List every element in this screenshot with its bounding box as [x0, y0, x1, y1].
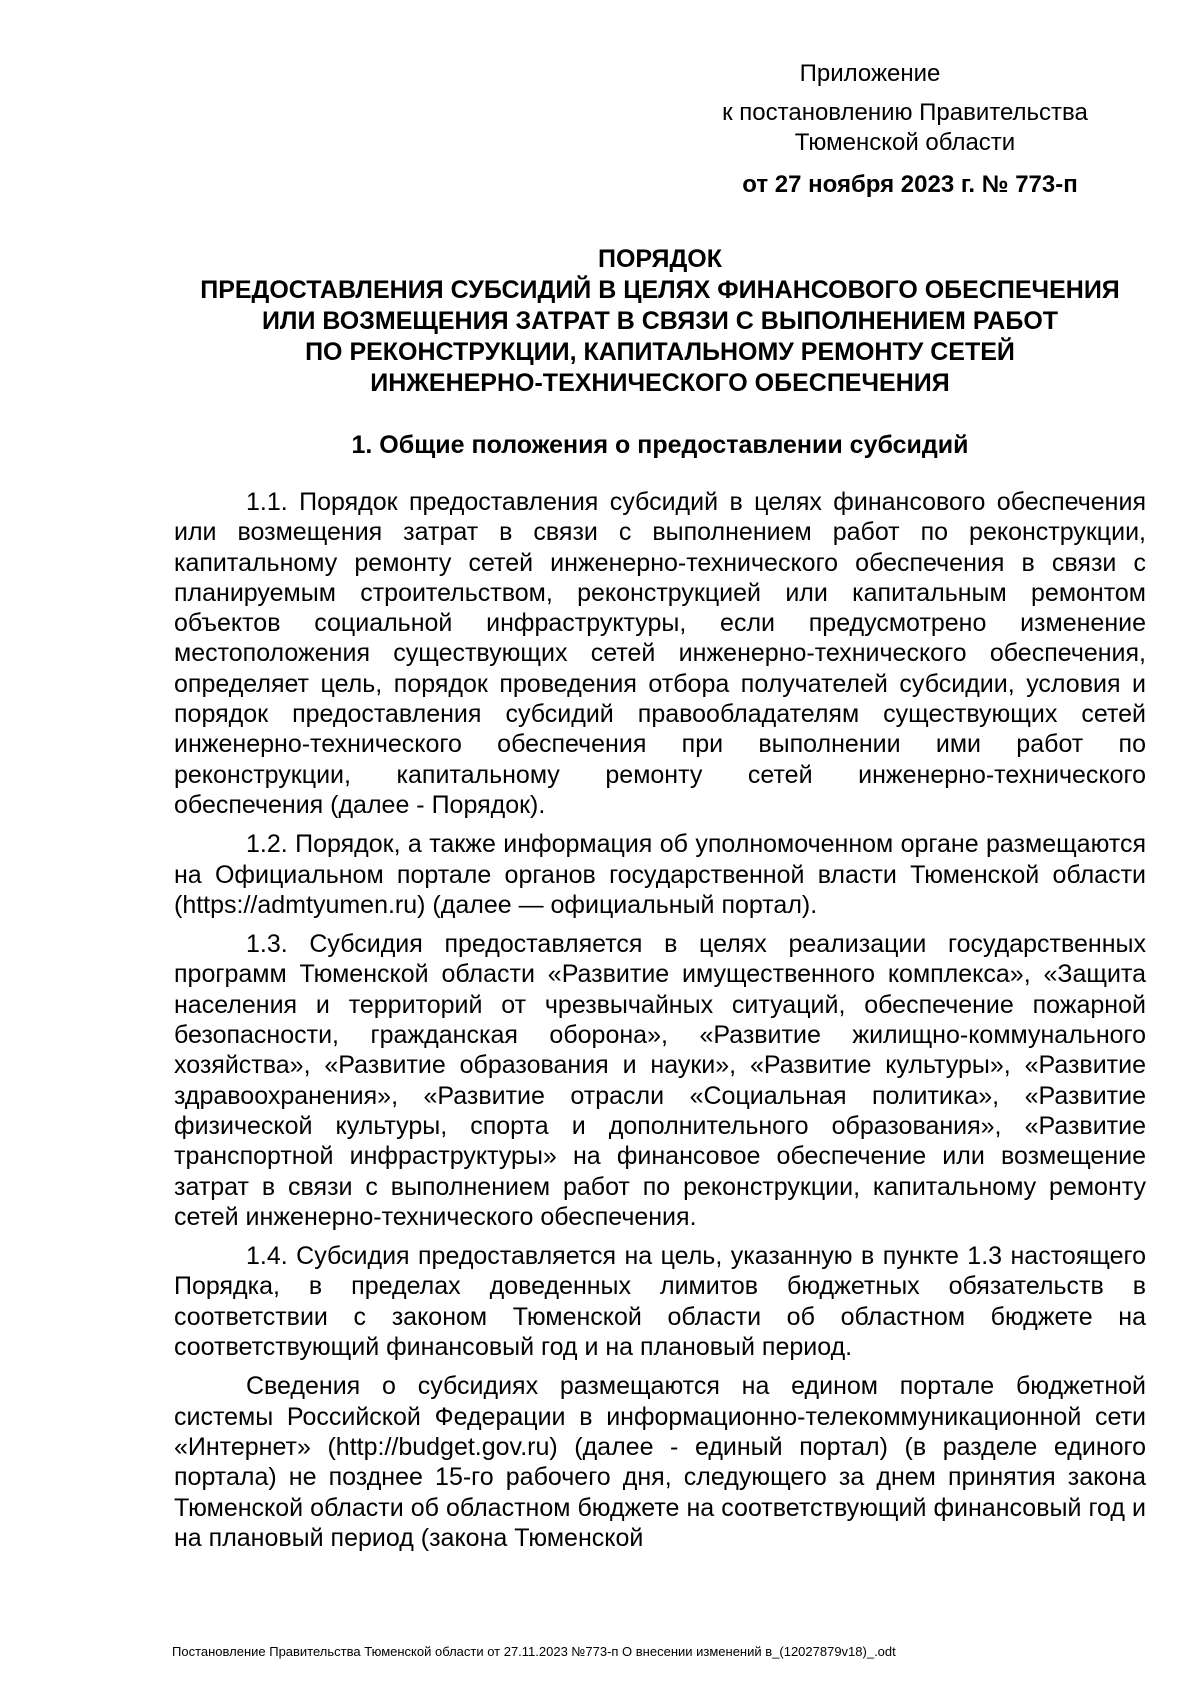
title-line: ИНЖЕНЕРНО-ТЕХНИЧЕСКОГО ОБЕСПЕЧЕНИЯ [370, 369, 950, 397]
paragraph-1-4: 1.4. Субсидия предоставляется на цель, указанную в пункте 1.3 настоящего Порядка, в пределах доведенных лимитов бюджетных обязательств в соответствии с законом Тюменской области об областном бюджете на соответствующий финансовый год и на плановый период. [174, 1242, 1146, 1362]
title-line: ПОРЯДОК [598, 245, 722, 273]
paragraph-subsidy-info: Сведения о субсидиях размещаются на едином портале бюджетной системы Российской Федерации в информационно-телекоммуникационной сети «Интернет» (http://budget.gov.ru) (далее - единый портал) (в разделе единого портала) не позднее 15-го рабочего дня, следующего за днем принятия закона Тюменской области об областном бюджете на соответствующий финансовый год и на плановый период (закона Тюменской [174, 1372, 1146, 1552]
title-line: ИЛИ ВОЗМЕЩЕНИЯ ЗАТРАТ В СВЯЗИ С ВЫПОЛНЕНИЕМ РАБОТ [261, 307, 1059, 335]
document-body [174, 487, 1146, 1562]
appendix-line-1: к постановлению Правительства [722, 99, 1088, 126]
title-line: ПО РЕКОНСТРУКЦИИ, КАПИТАЛЬНОМУ РЕМОНТУ СЕТЕЙ [305, 338, 1015, 366]
appendix-date: от 27 ноября 2023 г. № 773-п [742, 171, 1078, 198]
paragraph-1-3: 1.3. Субсидия предоставляется в целях реализации государственных программ Тюменской области «Развитие имущественного комплекса», «Защита населения и территорий от чрезвычайных ситуаций, обеспечение пожарной безопасности, гражданская оборона», «Развитие жилищно-коммунального хозяйства», «Развитие образования и науки», «Развитие культуры», «Развитие здравоохранения», «Развитие отрасли «Социальная политика», «Развитие физической культуры, спорта и дополнительного образования», «Развитие транспортной инфраструктуры» на финансовое обеспечение или возмещение затрат в связи с выполнением работ по реконструкции, капитальному ремонту сетей инженерно-технического обеспечения. [174, 930, 1146, 1231]
appendix-line-2: Тюменской области [794, 129, 1016, 156]
document-title [170, 244, 1150, 399]
page-footer: Постановление Правительства Тюменской области от 27.11.2023 №773-п О внесении изменений в_(12027879v18)_.odt [172, 1644, 896, 1659]
appendix-title: Приложение [799, 60, 941, 87]
paragraph-1-1: 1.1. Порядок предоставления субсидий в целях финансового обеспечения или возмещения затрат в связи с выполнением работ по реконструкции, капитальному ремонту сетей инженерно-технического обеспечения в связи с планируемым строительством, реконструкцией или капитальным ремонтом объектов социальной инфраструктуры, если предусмотрено изменение местоположения существующих сетей инженерно-технического обеспечения, определяет цель, порядок проведения отбора получателей субсидии, условия и порядок предоставления субсидий правообладателям существующих сетей инженерно-технического обеспечения при выполнении ими работ по реконструкции, капитальному ремонту сетей инженерно-технического обеспечения (далее - Порядок). [174, 488, 1146, 819]
paragraph-1-2: 1.2. Порядок, а также информация об уполномоченном органе размещаются на Официальном портале органов государственной власти Тюменской области (https://admtyumen.ru) (далее — официальный портал). [174, 830, 1146, 919]
section-heading: 1. Общие положения о предоставлении субсидий [351, 431, 969, 459]
title-line: ПРЕДОСТАВЛЕНИЯ СУБСИДИЙ В ЦЕЛЯХ ФИНАНСОВОГО ОБЕСПЕЧЕНИЯ [200, 276, 1120, 304]
